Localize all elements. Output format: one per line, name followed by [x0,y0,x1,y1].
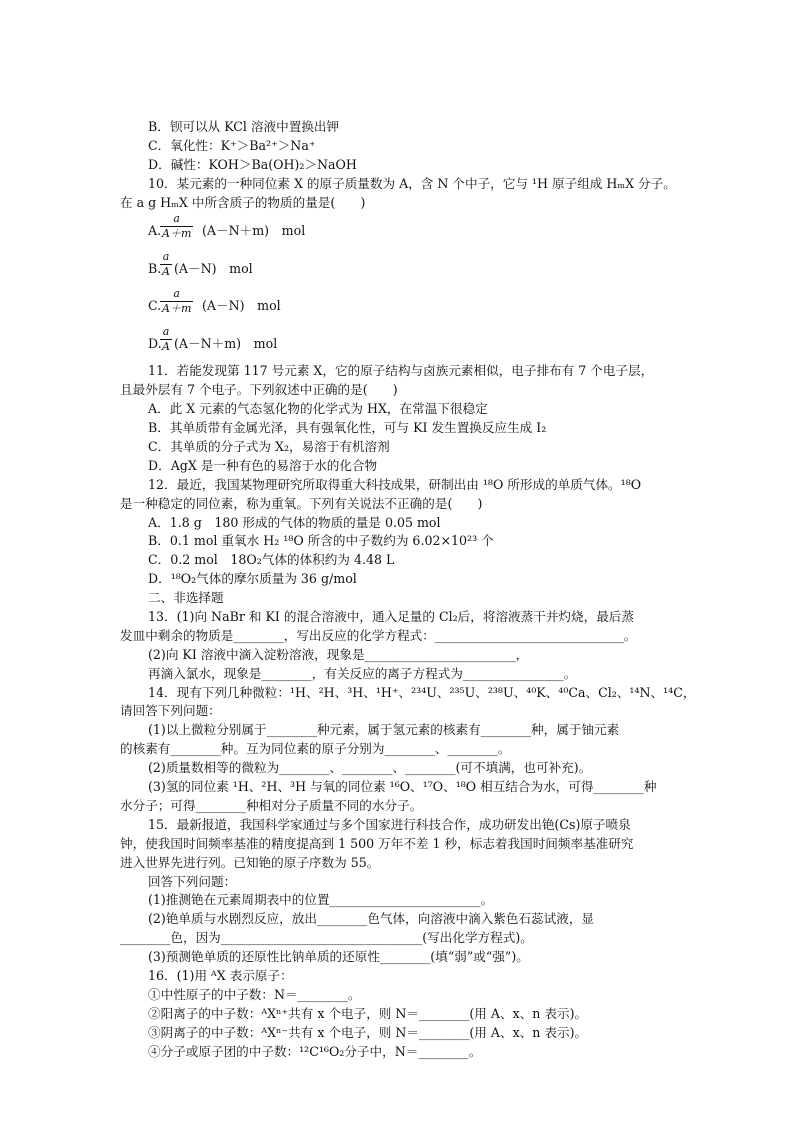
option-expression: (A－N＋m) mol [174,335,278,351]
q14-part3-line2: 水分子；可得________种相对分子质量不同的水分子。 [120,797,423,813]
q14-part1-line1: (1)以上微粒分别属于________种元素，属于氢元素的核素有________种，属于铀元素 [148,722,620,738]
document-page [120,118,696,1061]
fraction-denominator: A＋m [162,302,192,316]
q11-option-c: C．其单质的分子式为 X₂，易溶于有机溶剂 [148,439,390,455]
q12-stem-line1: 12．最近，我国某物理研究所取得重大科技成果，研制出由 ¹⁸O 所形成的单质气体。¹⁸O [148,476,642,492]
q15-part2-line2: ________色，因为________________________________(写出化学方程式)。 [120,930,533,946]
option-label: A. [148,223,162,239]
q15-part1: (1)推测铯在元素周期表中的位置________________________。 [148,892,494,908]
fraction-denominator: A＋m [162,227,192,241]
q14-part3-line1: (3)氢的同位素 ¹H、²H、³H 与氧的同位素 ¹⁶O、¹⁷O、¹⁸O 相互结合为水，可得________种 [148,779,657,795]
fraction [160,212,193,241]
q11-option-a: A．此 X 元素的气态氢化物的化学式为 HX，在常温下很稳定 [148,401,488,417]
q11-option-d: D．AgX 是一种有色的易溶于水的化合物 [148,457,378,473]
q12-option-a: A．1.8 g 180 形成的气体的物质的量是 0.05 mol [148,514,441,530]
q9-option-b: B．钡可以从 KCl 溶液中置换出钾 [148,119,340,134]
q10-stem-line1: 10．某元素的一种同位素 X 的原子质量数为 A，含 N 个中子，它与 ¹H 原子组成 HₘX 分子。 [148,175,676,191]
fraction-numerator: a [160,325,172,340]
section-heading: 二、非选择题 [148,590,224,606]
q14-line2: 请回答下列问题： [120,703,221,719]
q12-option-b: B．0.1 mol 重氧水 H₂ ¹⁸O 所含的中子数约为 6.02×10²³ 个 [148,533,494,549]
q14-part1-line2: 的核素有________种。互为同位素的原子分别为________、________。 [120,741,511,757]
q15-prompt: 回答下列问题： [148,873,237,889]
fraction-denominator: A [162,264,170,278]
q10-option-a [120,212,680,250]
q10-options [120,212,680,362]
q9-option-c: C．氧化性：K⁺＞Ba²⁺＞Na⁺ [148,137,316,153]
q15-line1: 15．最新报道，我国科学家通过与多个国家进行科技合作，成功研发出铯(Cs)原子喷泉 [148,816,631,832]
q14-line1: 14．现有下列几种微粒：¹H、²H、³H、¹H⁺、²³⁴U、²³⁵U、²³⁸U、⁴⁰K、⁴⁰Ca、Cl₂、¹⁴N、¹⁴C， [148,684,696,700]
q13-line2: 发皿中剩余的物质是________，写出反应的化学方程式：______________________________。 [120,627,637,643]
q15-part3: (3)预测铯单质的还原性比钠单质的还原性________(填“弱”或“强”)。 [148,949,529,965]
fraction-denominator: A [162,339,170,353]
q13-part2-line1: (2)向 KI 溶液中滴入淀粉溶液，现象是________________________， [148,646,529,662]
fraction [160,250,172,279]
q16-item4: ④分子或原子团的中子数：¹²C¹⁶O₂分子中，N＝________。 [148,1043,482,1059]
q12-option-d: D．¹⁸O₂气体的摩尔质量为 36 g/mol [148,571,357,587]
q16-item2: ②阳离子的中子数：ᴬXⁿ⁺共有 x 个电子，则 N＝________(用 A、x、n 表示)。 [148,1005,588,1021]
option-expression: (A－N) mol [202,298,281,314]
q14-part2: (2)质量数相等的微粒为________、________、________(可不填满，也可补充)。 [148,760,592,776]
q10-option-c [120,287,680,325]
fraction [160,287,193,316]
q10-option-d [120,325,680,363]
option-expression: (A－N) mol [174,260,253,276]
q10-option-b [120,250,680,288]
fraction-numerator: a [160,212,193,227]
q16-line1: 16．(1)用 ᴬX 表示原子： [148,967,293,983]
option-label: C. [148,298,162,314]
q11-stem-line1: 11．若能发现第 117 号元素 X，它的原子结构与卤族元素相似，电子排布有 7 个电子层， [148,363,654,379]
fraction-numerator: a [160,287,193,302]
q12-stem-line2: 是一种稳定的同位素，称为重氧。下列有关说法不正确的是( ) [120,495,483,511]
q13-part2-line2: 再滴入氯水，现象是________，有关反应的离子方程式为________________。 [148,665,577,681]
q15-line3: 进入世界先进行列。已知铯的原子序数为 55。 [120,854,380,870]
option-expression: (A－N＋m) mol [202,223,306,239]
q15-line2: 钟，使我国时间频率基准的精度提高到 1 500 万年不差 1 秒，标志着我国时间频率基准研究 [120,835,634,851]
q11-option-b: B．其单质带有金属光泽，具有强氧化性，可与 KI 发生置换反应生成 I₂ [148,420,547,436]
fraction [160,325,172,354]
option-label: D. [148,335,162,351]
q10-stem-line2: 在 a g HₘX 中所含质子的物质的量是( ) [120,194,366,210]
q11-stem-line2: 且最外层有 7 个电子。下列叙述中正确的是( ) [120,382,398,398]
q12-option-c: C．0.2 mol 18O₂气体的体积约为 4.48 L [148,552,395,568]
options-b-to-d-block [120,118,680,212]
option-label: B. [148,260,162,276]
fraction-numerator: a [160,250,172,265]
q9-option-d: D．碱性：KOH＞Ba(OH)₂＞NaOH [148,156,357,172]
q16-item1: ①中性原子的中子数：N＝________。 [148,986,361,1002]
q16-item3: ③阴离子的中子数：ᴬXⁿ⁻共有 x 个电子，则 N＝________(用 A、x、n 表示)。 [148,1024,588,1040]
questions-11-16 [120,362,696,1061]
q13-line1: 13．(1)向 NaBr 和 KI 的混合溶液中，通入足量的 Cl₂后，将溶液蒸干并灼烧，最后蒸 [148,609,634,625]
q15-part2-line1: (2)铯单质与水剧烈反应，放出________色气体，向溶液中滴入紫色石蕊试液，显 [148,911,595,927]
